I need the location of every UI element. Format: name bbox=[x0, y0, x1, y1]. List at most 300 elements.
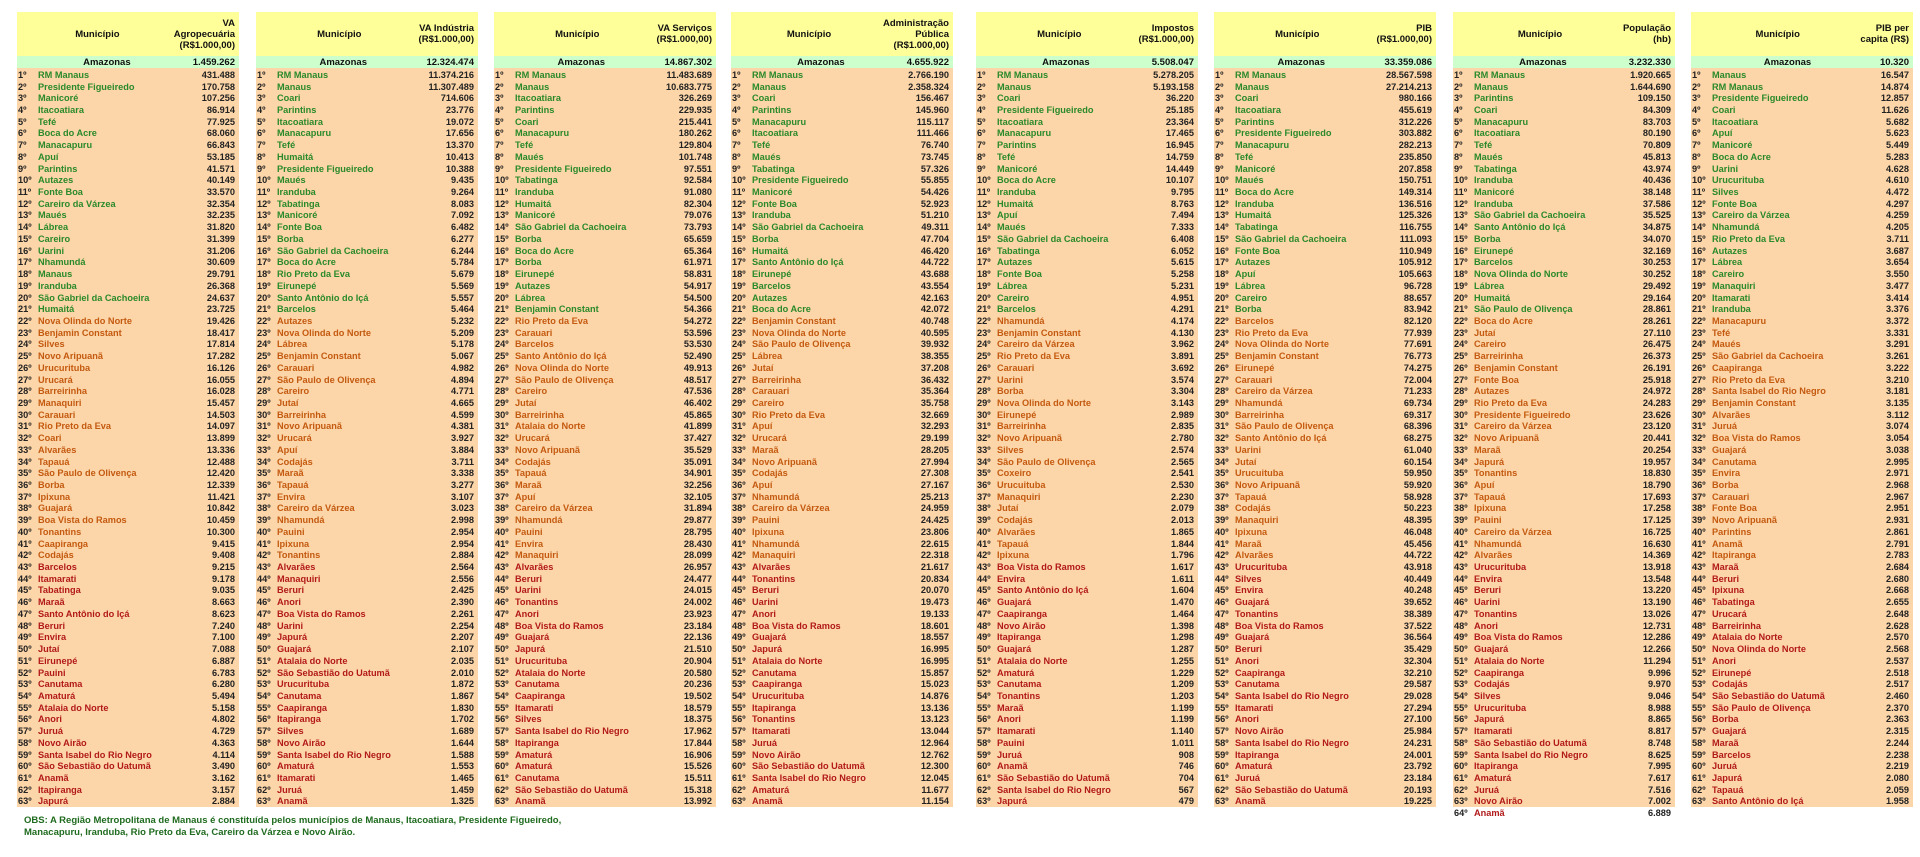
indicator-value: 714.606 bbox=[440, 93, 474, 104]
table-row bbox=[494, 503, 716, 515]
rank: 17º bbox=[732, 257, 746, 268]
indicator-value: 24.283 bbox=[1642, 397, 1671, 408]
rank: 52º bbox=[732, 667, 746, 678]
municipio-name: Rio Preto da Eva bbox=[997, 351, 1071, 362]
municipio-name: Boca do Acre bbox=[1474, 315, 1533, 326]
rank: 28º bbox=[1454, 386, 1468, 397]
indicator-value: 1.553 bbox=[451, 761, 474, 772]
municipio-name: Nhamundá bbox=[1474, 538, 1522, 549]
rank: 59º bbox=[732, 749, 746, 760]
indicator-value: 2.541 bbox=[1171, 468, 1194, 479]
indicator-value: 25.984 bbox=[1403, 726, 1432, 737]
table-row bbox=[256, 749, 478, 761]
municipio-name: Beruri bbox=[1235, 644, 1263, 655]
indicator-value: 19.502 bbox=[683, 690, 712, 701]
municipio-name: Codajás bbox=[1235, 503, 1271, 514]
municipio-name: Pauini bbox=[1474, 515, 1502, 526]
indicator-value: 23.806 bbox=[920, 526, 949, 537]
rank: 18º bbox=[732, 269, 746, 280]
table-row bbox=[256, 784, 478, 796]
table-row bbox=[731, 725, 953, 737]
table-row bbox=[1214, 374, 1436, 386]
table-row bbox=[1691, 174, 1913, 186]
rank: 6º bbox=[1215, 128, 1224, 139]
indicator-value: 17.693 bbox=[1642, 491, 1671, 502]
rank: 41º bbox=[18, 538, 32, 549]
rank: 38º bbox=[495, 503, 509, 514]
rank: 3º bbox=[1215, 93, 1224, 104]
rank: 54º bbox=[257, 690, 271, 701]
indicator-value: 23.626 bbox=[1642, 409, 1671, 420]
rank: 1º bbox=[1215, 69, 1224, 80]
municipio-name: Autazes bbox=[1712, 245, 1748, 256]
rank: 38º bbox=[257, 503, 271, 514]
table-row bbox=[1691, 374, 1913, 386]
municipio-name: Borba bbox=[997, 386, 1024, 397]
rank: 38º bbox=[977, 503, 991, 514]
table-row bbox=[1453, 421, 1675, 433]
indicator-value: 82.304 bbox=[683, 198, 712, 209]
indicator-value: 1.644.690 bbox=[1630, 81, 1671, 92]
municipio-name: Itamarati bbox=[997, 726, 1036, 737]
municipio-name: Tefé bbox=[277, 140, 296, 151]
indicator-header: Impostos (R$1.000,00) bbox=[1138, 23, 1194, 45]
rank: 43º bbox=[1215, 562, 1229, 573]
table-row bbox=[1691, 655, 1913, 667]
indicator-value: 17.814 bbox=[206, 339, 235, 350]
table-row bbox=[494, 327, 716, 339]
municipio-name: Coari bbox=[997, 93, 1021, 104]
municipio-name: Santa Isabel do Rio Negro bbox=[1474, 749, 1588, 760]
rank: 30º bbox=[1454, 409, 1468, 420]
table-row bbox=[494, 714, 716, 726]
municipio-name: Iranduba bbox=[277, 187, 316, 198]
indicator-value: 1.287 bbox=[1171, 644, 1194, 655]
table-row bbox=[1214, 503, 1436, 515]
table-row bbox=[1691, 92, 1913, 104]
table-row bbox=[256, 491, 478, 503]
municipio-name: Jutaí bbox=[1235, 456, 1257, 467]
rank: 48º bbox=[1692, 620, 1706, 631]
table-row bbox=[1214, 702, 1436, 714]
municipio-name: Barcelos bbox=[38, 562, 77, 573]
municipio-name: Beruri bbox=[277, 585, 305, 596]
indicator-value: 7.494 bbox=[1171, 210, 1194, 221]
table-row bbox=[1214, 725, 1436, 737]
indicator-value: 23.184 bbox=[1403, 772, 1432, 783]
municipio-name: Japurá bbox=[515, 644, 546, 655]
indicator-value: 2.010 bbox=[451, 667, 474, 678]
indicator-value: 20.193 bbox=[1403, 784, 1432, 795]
municipio-name: Tapauá bbox=[515, 468, 547, 479]
rank: 13º bbox=[732, 210, 746, 221]
table-row bbox=[1214, 233, 1436, 245]
table-row bbox=[976, 397, 1198, 409]
indicator-value: 28.795 bbox=[683, 526, 712, 537]
indicator-value: 2.783 bbox=[1886, 550, 1909, 561]
indicator-value: 2.230 bbox=[1171, 491, 1194, 502]
rank: 39º bbox=[1692, 515, 1706, 526]
rank: 47º bbox=[495, 608, 509, 619]
municipio-name: Fonte Boa bbox=[38, 187, 83, 198]
rank: 10º bbox=[732, 175, 746, 186]
indicator-value: 1.470 bbox=[1171, 597, 1194, 608]
table-row bbox=[1691, 690, 1913, 702]
municipio-name: Coxeiro bbox=[997, 468, 1032, 479]
table-row bbox=[976, 643, 1198, 655]
indicator-value: 11.677 bbox=[921, 784, 949, 795]
indicator-value: 27.294 bbox=[1403, 702, 1432, 713]
indicator-value: 59.920 bbox=[1403, 480, 1432, 491]
table-row bbox=[976, 749, 1198, 761]
rank: 1º bbox=[1692, 69, 1701, 80]
indicator-value: 23.120 bbox=[1642, 421, 1671, 432]
rank: 29º bbox=[257, 397, 271, 408]
table-row bbox=[1691, 479, 1913, 491]
table-row bbox=[1214, 163, 1436, 175]
indicator-value: 3.550 bbox=[1886, 269, 1909, 280]
rank: 2º bbox=[1454, 81, 1463, 92]
municipio-name: São Gabriel da Cachoeira bbox=[1235, 233, 1347, 244]
indicator-value: 312.226 bbox=[1398, 116, 1432, 127]
municipio-name: Coari bbox=[38, 433, 62, 444]
indicator-value: 2.315 bbox=[1886, 726, 1909, 737]
table-row bbox=[17, 503, 239, 515]
indicator-value: 37.586 bbox=[1642, 198, 1671, 209]
table-body bbox=[1453, 68, 1675, 819]
rank: 56º bbox=[1215, 714, 1229, 725]
indicator-value: 43.688 bbox=[920, 269, 949, 280]
table-row bbox=[256, 514, 478, 526]
table-row bbox=[976, 409, 1198, 421]
indicator-value: 2.537 bbox=[1886, 655, 1909, 666]
indicator-value: 2.013 bbox=[1171, 515, 1194, 526]
table-row bbox=[1453, 128, 1675, 140]
municipio-name: Anamã bbox=[38, 772, 69, 783]
rank: 40º bbox=[1692, 526, 1706, 537]
rank: 23º bbox=[977, 327, 991, 338]
indicator-value: 4.114 bbox=[212, 749, 235, 760]
state-total-row bbox=[1453, 56, 1675, 68]
rank: 41º bbox=[1215, 538, 1229, 549]
municipio-name: Atalaia do Norte bbox=[515, 667, 586, 678]
rank: 33º bbox=[1692, 444, 1706, 455]
municipio-name: Canutama bbox=[38, 679, 83, 690]
municipio-name: Apuí bbox=[38, 151, 59, 162]
municipio-name: Humaitá bbox=[1235, 210, 1272, 221]
municipio-name: Santo Antônio do Içá bbox=[1712, 796, 1804, 807]
municipio-name: Tonantins bbox=[515, 597, 559, 608]
municipio-name: Silves bbox=[277, 726, 304, 737]
rank: 34º bbox=[977, 456, 991, 467]
table-row bbox=[1691, 421, 1913, 433]
indicator-value: 2.951 bbox=[1886, 503, 1909, 514]
table-row bbox=[731, 479, 953, 491]
municipio-name: Novo Aripuanã bbox=[38, 351, 103, 362]
municipio-name: Autazes bbox=[997, 257, 1033, 268]
indicator-value: 32.235 bbox=[206, 210, 235, 221]
municipio-name: Silves bbox=[38, 339, 65, 350]
indicator-value: 20.441 bbox=[1642, 433, 1671, 444]
rank: 6º bbox=[1454, 128, 1463, 139]
municipio-name: Humaitá bbox=[38, 304, 75, 315]
municipio-name: Maués bbox=[38, 210, 67, 221]
table-row bbox=[1691, 538, 1913, 550]
rank: 3º bbox=[495, 93, 504, 104]
indicator-value: 8.663 bbox=[212, 597, 235, 608]
table-row bbox=[731, 514, 953, 526]
rank: 24º bbox=[732, 339, 746, 350]
indicator-value: 13.918 bbox=[1642, 562, 1671, 573]
table-row bbox=[1214, 362, 1436, 374]
rank: 52º bbox=[257, 667, 271, 678]
indicator-header: VA Serviços (R$1.000,00) bbox=[656, 23, 712, 45]
table-row bbox=[17, 174, 239, 186]
municipio-name: Presidente Figueiredo bbox=[1712, 93, 1809, 104]
table-row bbox=[17, 561, 239, 573]
rank: 44º bbox=[1454, 573, 1468, 584]
indicator-value: 17.962 bbox=[683, 726, 712, 737]
table-row bbox=[494, 655, 716, 667]
state-total-row bbox=[17, 56, 239, 68]
indicator-value: 105.663 bbox=[1398, 269, 1432, 280]
rank: 53º bbox=[257, 679, 271, 690]
table-row bbox=[256, 210, 478, 222]
municipio-name: Itapiranga bbox=[997, 632, 1041, 643]
table-row bbox=[976, 116, 1198, 128]
indicator-value: 2.791 bbox=[1886, 538, 1909, 549]
rank: 21º bbox=[732, 304, 746, 315]
municipio-name: Barreirinha bbox=[515, 409, 565, 420]
rank: 38º bbox=[1692, 503, 1706, 514]
table-row bbox=[1453, 725, 1675, 737]
rank: 14º bbox=[1215, 222, 1229, 233]
rank: 5º bbox=[1454, 116, 1463, 127]
municipio-name: Nhamundá bbox=[752, 491, 800, 502]
table-row bbox=[17, 245, 239, 257]
municipio-name: Tonantins bbox=[1235, 608, 1279, 619]
indicator-value: 38.355 bbox=[920, 351, 949, 362]
municipio-name: Amaturá bbox=[1235, 761, 1273, 772]
table-row bbox=[976, 725, 1198, 737]
municipio-name: Boca do Acre bbox=[997, 175, 1056, 186]
rank: 19º bbox=[1692, 280, 1706, 291]
municipio-name: Pauini bbox=[515, 526, 543, 537]
indicator-value: 2.238 bbox=[1886, 749, 1909, 760]
rank: 27º bbox=[1215, 374, 1229, 385]
municipio-name: Boa Vista do Ramos bbox=[1235, 620, 1324, 631]
table-row bbox=[256, 268, 478, 280]
table-row bbox=[976, 456, 1198, 468]
municipio-name: Lábrea bbox=[997, 280, 1028, 291]
table-row bbox=[1453, 643, 1675, 655]
municipio-name: Atalaia do Norte bbox=[1474, 655, 1545, 666]
rank: 49º bbox=[977, 632, 991, 643]
table-row bbox=[1453, 280, 1675, 292]
indicator-value: 5.615 bbox=[1171, 257, 1194, 268]
rank: 24º bbox=[1692, 339, 1706, 350]
indicator-value: 9.408 bbox=[212, 550, 235, 561]
table-row bbox=[17, 139, 239, 151]
municipio-name: Eirunepé bbox=[515, 269, 555, 280]
municipio-name: Anori bbox=[1235, 655, 1259, 666]
municipio-name: Parintins bbox=[1712, 526, 1752, 537]
rank: 61º bbox=[732, 772, 746, 783]
rank: 27º bbox=[732, 374, 746, 385]
table-row bbox=[1691, 268, 1913, 280]
table-row bbox=[256, 608, 478, 620]
municipio-name: Alvarães bbox=[1235, 550, 1274, 561]
table-row bbox=[494, 280, 716, 292]
rank: 9º bbox=[495, 163, 504, 174]
table-row bbox=[17, 163, 239, 175]
table-row bbox=[1691, 280, 1913, 292]
table-header bbox=[1214, 12, 1436, 56]
indicator-value: 6.052 bbox=[1171, 245, 1194, 256]
rank: 50º bbox=[257, 644, 271, 655]
table-row bbox=[1691, 327, 1913, 339]
municipio-name: Benjamin Constant bbox=[1235, 351, 1319, 362]
table-row bbox=[1214, 421, 1436, 433]
municipio-name: Barcelos bbox=[1235, 315, 1274, 326]
municipio-name: Amaturá bbox=[277, 761, 315, 772]
municipio-name: Eirunepé bbox=[277, 280, 317, 291]
indicator-value: 1.140 bbox=[1171, 726, 1194, 737]
indicator-value: 10.459 bbox=[206, 515, 235, 526]
table-row bbox=[17, 92, 239, 104]
rank: 51º bbox=[257, 655, 271, 666]
municipio-name: Rio Preto da Eva bbox=[752, 409, 826, 420]
municipio-name: Borba bbox=[1712, 480, 1739, 491]
municipio-name: São Paulo de Olivença bbox=[1474, 304, 1573, 315]
municipio-name: Urucará bbox=[515, 433, 550, 444]
rank: 32º bbox=[977, 433, 991, 444]
table-row bbox=[17, 81, 239, 93]
municipio-name: Tabatinga bbox=[38, 585, 81, 596]
rank: 47º bbox=[732, 608, 746, 619]
table-row bbox=[494, 491, 716, 503]
municipio-name: Rio Preto da Eva bbox=[277, 269, 351, 280]
rank: 41º bbox=[1692, 538, 1706, 549]
municipio-name: Manacapuru bbox=[277, 128, 332, 139]
table-row bbox=[494, 257, 716, 269]
rank: 30º bbox=[1215, 409, 1229, 420]
table-row bbox=[1691, 350, 1913, 362]
table-row bbox=[731, 737, 953, 749]
table-row bbox=[494, 620, 716, 632]
table-row bbox=[1214, 92, 1436, 104]
rank: 8º bbox=[1454, 151, 1463, 162]
indicator-value: 1.644 bbox=[451, 737, 474, 748]
rank: 22º bbox=[1454, 315, 1468, 326]
rank: 44º bbox=[1215, 573, 1229, 584]
municipio-name: Coari bbox=[1712, 105, 1736, 116]
table-row bbox=[17, 596, 239, 608]
table-row bbox=[17, 549, 239, 561]
table-row bbox=[256, 772, 478, 784]
indicator-value: 28.099 bbox=[683, 550, 712, 561]
rank: 22º bbox=[1215, 315, 1229, 326]
municipio-name: Jutaí bbox=[752, 362, 774, 373]
rank: 55º bbox=[1454, 702, 1468, 713]
table-row bbox=[17, 678, 239, 690]
municipio-name: Atalaia do Norte bbox=[1712, 632, 1783, 643]
indicator-value: 27.110 bbox=[1643, 327, 1671, 338]
municipio-name: Caapiranga bbox=[1712, 362, 1763, 373]
rank: 35º bbox=[977, 468, 991, 479]
rank: 13º bbox=[1215, 210, 1229, 221]
municipio-name: Jutaí bbox=[515, 397, 537, 408]
table-row bbox=[1214, 643, 1436, 655]
indicator-value: 5.258 bbox=[1171, 269, 1194, 280]
rank: 55º bbox=[1692, 702, 1706, 713]
municipio-name: Boca do Acre bbox=[1235, 187, 1294, 198]
rank: 15º bbox=[1692, 233, 1706, 244]
indicator-header: VA Indústria (R$1.000,00) bbox=[418, 23, 474, 45]
municipio-name: Guajará bbox=[515, 632, 550, 643]
table-row bbox=[1691, 585, 1913, 597]
table-row bbox=[1453, 807, 1675, 819]
municipio-name: Caapiranga bbox=[277, 702, 328, 713]
indicator-value: 68.275 bbox=[1403, 433, 1432, 444]
municipio-name: Alvarães bbox=[1474, 550, 1513, 561]
indicator-value: 13.992 bbox=[683, 796, 712, 807]
table-row bbox=[731, 573, 953, 585]
rank: 3º bbox=[1454, 93, 1463, 104]
rank: 30º bbox=[732, 409, 746, 420]
indicator-value: 5.232 bbox=[451, 315, 474, 326]
municipio-name: Nhamundá bbox=[1235, 397, 1283, 408]
table-row bbox=[17, 456, 239, 468]
rank: 10º bbox=[977, 175, 991, 186]
table-row bbox=[494, 760, 716, 772]
indicator-value: 8.625 bbox=[1648, 749, 1671, 760]
table-row bbox=[1214, 772, 1436, 784]
indicator-value: 25.185 bbox=[1165, 105, 1194, 116]
rank: 4º bbox=[495, 105, 504, 116]
rank: 35º bbox=[1692, 468, 1706, 479]
indicator-value: 5.158 bbox=[212, 702, 235, 713]
municipio-name: Pauini bbox=[277, 526, 305, 537]
indicator-value: 45.865 bbox=[683, 409, 712, 420]
municipio-name: Coari bbox=[515, 116, 539, 127]
table-row bbox=[17, 526, 239, 538]
table-row bbox=[1214, 620, 1436, 632]
municipio-name: Japurá bbox=[1474, 714, 1505, 725]
indicator-value: 149.314 bbox=[1398, 187, 1432, 198]
table-row bbox=[976, 608, 1198, 620]
table-row bbox=[256, 596, 478, 608]
rank: 25º bbox=[732, 351, 746, 362]
indicator-value: 5.557 bbox=[451, 292, 474, 303]
municipio-name: Tefé bbox=[1712, 327, 1731, 338]
municipio-name: Juruá bbox=[38, 726, 64, 737]
rank: 31º bbox=[977, 421, 991, 432]
municipio-name: Tapauá bbox=[1474, 491, 1506, 502]
table-header bbox=[976, 12, 1198, 56]
rank: 20º bbox=[495, 292, 509, 303]
rank: 47º bbox=[18, 608, 32, 619]
indicator-value: 2.954 bbox=[451, 538, 474, 549]
indicator-value: 5.679 bbox=[451, 269, 474, 280]
table-row bbox=[731, 409, 953, 421]
rank: 40º bbox=[18, 526, 32, 537]
rank: 7º bbox=[1692, 140, 1701, 151]
table-row bbox=[494, 362, 716, 374]
municipio-name: Tefé bbox=[38, 116, 57, 127]
rank: 9º bbox=[18, 163, 27, 174]
indicator-value: 21.510 bbox=[683, 644, 712, 655]
